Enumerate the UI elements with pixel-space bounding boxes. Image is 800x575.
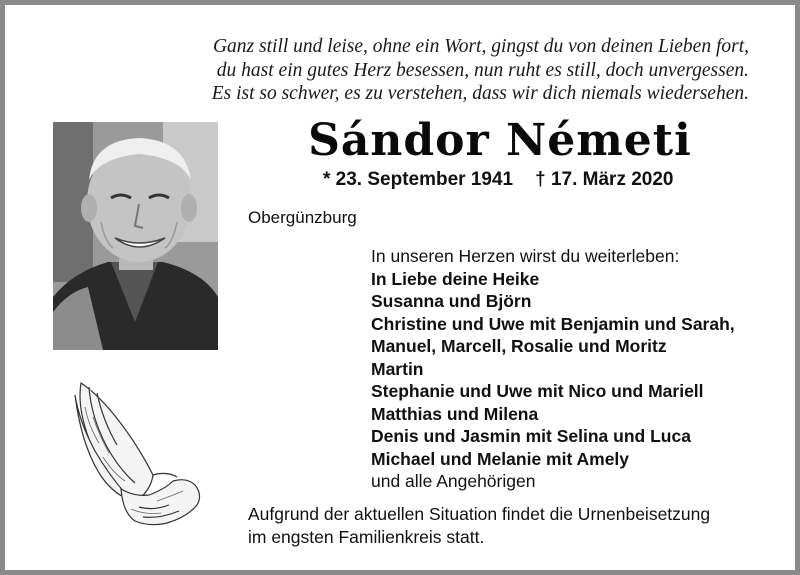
- notice-line: Aufgrund der aktuellen Situation findet die Urnenbeisetzung: [248, 504, 711, 524]
- mourner-entry: Martin: [371, 358, 424, 379]
- mourner-entry: Manuel, Marcell, Rosalie und Moritz: [371, 336, 667, 356]
- praying-hands-icon: [69, 377, 205, 527]
- notice-line: im engsten Familienkreis statt.: [248, 527, 485, 547]
- memorial-verse: [212, 35, 749, 106]
- portrait-photo: [53, 122, 218, 350]
- mourner-entry: In Liebe deine Heike: [371, 268, 540, 289]
- funeral-notice: [248, 503, 710, 549]
- hometown: Obergünzburg: [248, 208, 357, 227]
- mourners-intro: In unseren Herzen wirst du weiterleben:: [371, 246, 680, 266]
- mourner-entry: Michael und Melanie mit Amely: [371, 448, 630, 469]
- mourner-entry: Christine und Uwe mit Benjamin und Sarah,: [371, 313, 735, 334]
- deceased-name: Sándor Németi: [308, 115, 692, 166]
- mourners-closing: und alle Angehörigen: [371, 471, 536, 491]
- mourner-entry: Susanna und Björn: [371, 291, 532, 311]
- mourner-entry: Denis und Jasmin mit Selina und Luca: [371, 426, 691, 446]
- verse-line: du hast ein gutes Herz besessen, nun ruht es still, doch unvergessen.: [216, 59, 749, 81]
- mourner-entry: Stephanie und Uwe mit Nico und Mariell: [371, 381, 704, 401]
- death-date: † 17. März 2020: [535, 169, 674, 190]
- verse-line: Es ist so schwer, es zu verstehen, dass wir dich niemals wiedersehen.: [211, 83, 749, 104]
- life-dates: [323, 169, 674, 191]
- birth-date: * 23. September 1941: [323, 169, 514, 190]
- mourner-entry: Matthias und Milena: [371, 403, 539, 424]
- mourners-list: [371, 245, 735, 493]
- verse-line: Ganz still und leise, ohne ein Wort, gingst du von deinen Lieben fort,: [212, 36, 749, 57]
